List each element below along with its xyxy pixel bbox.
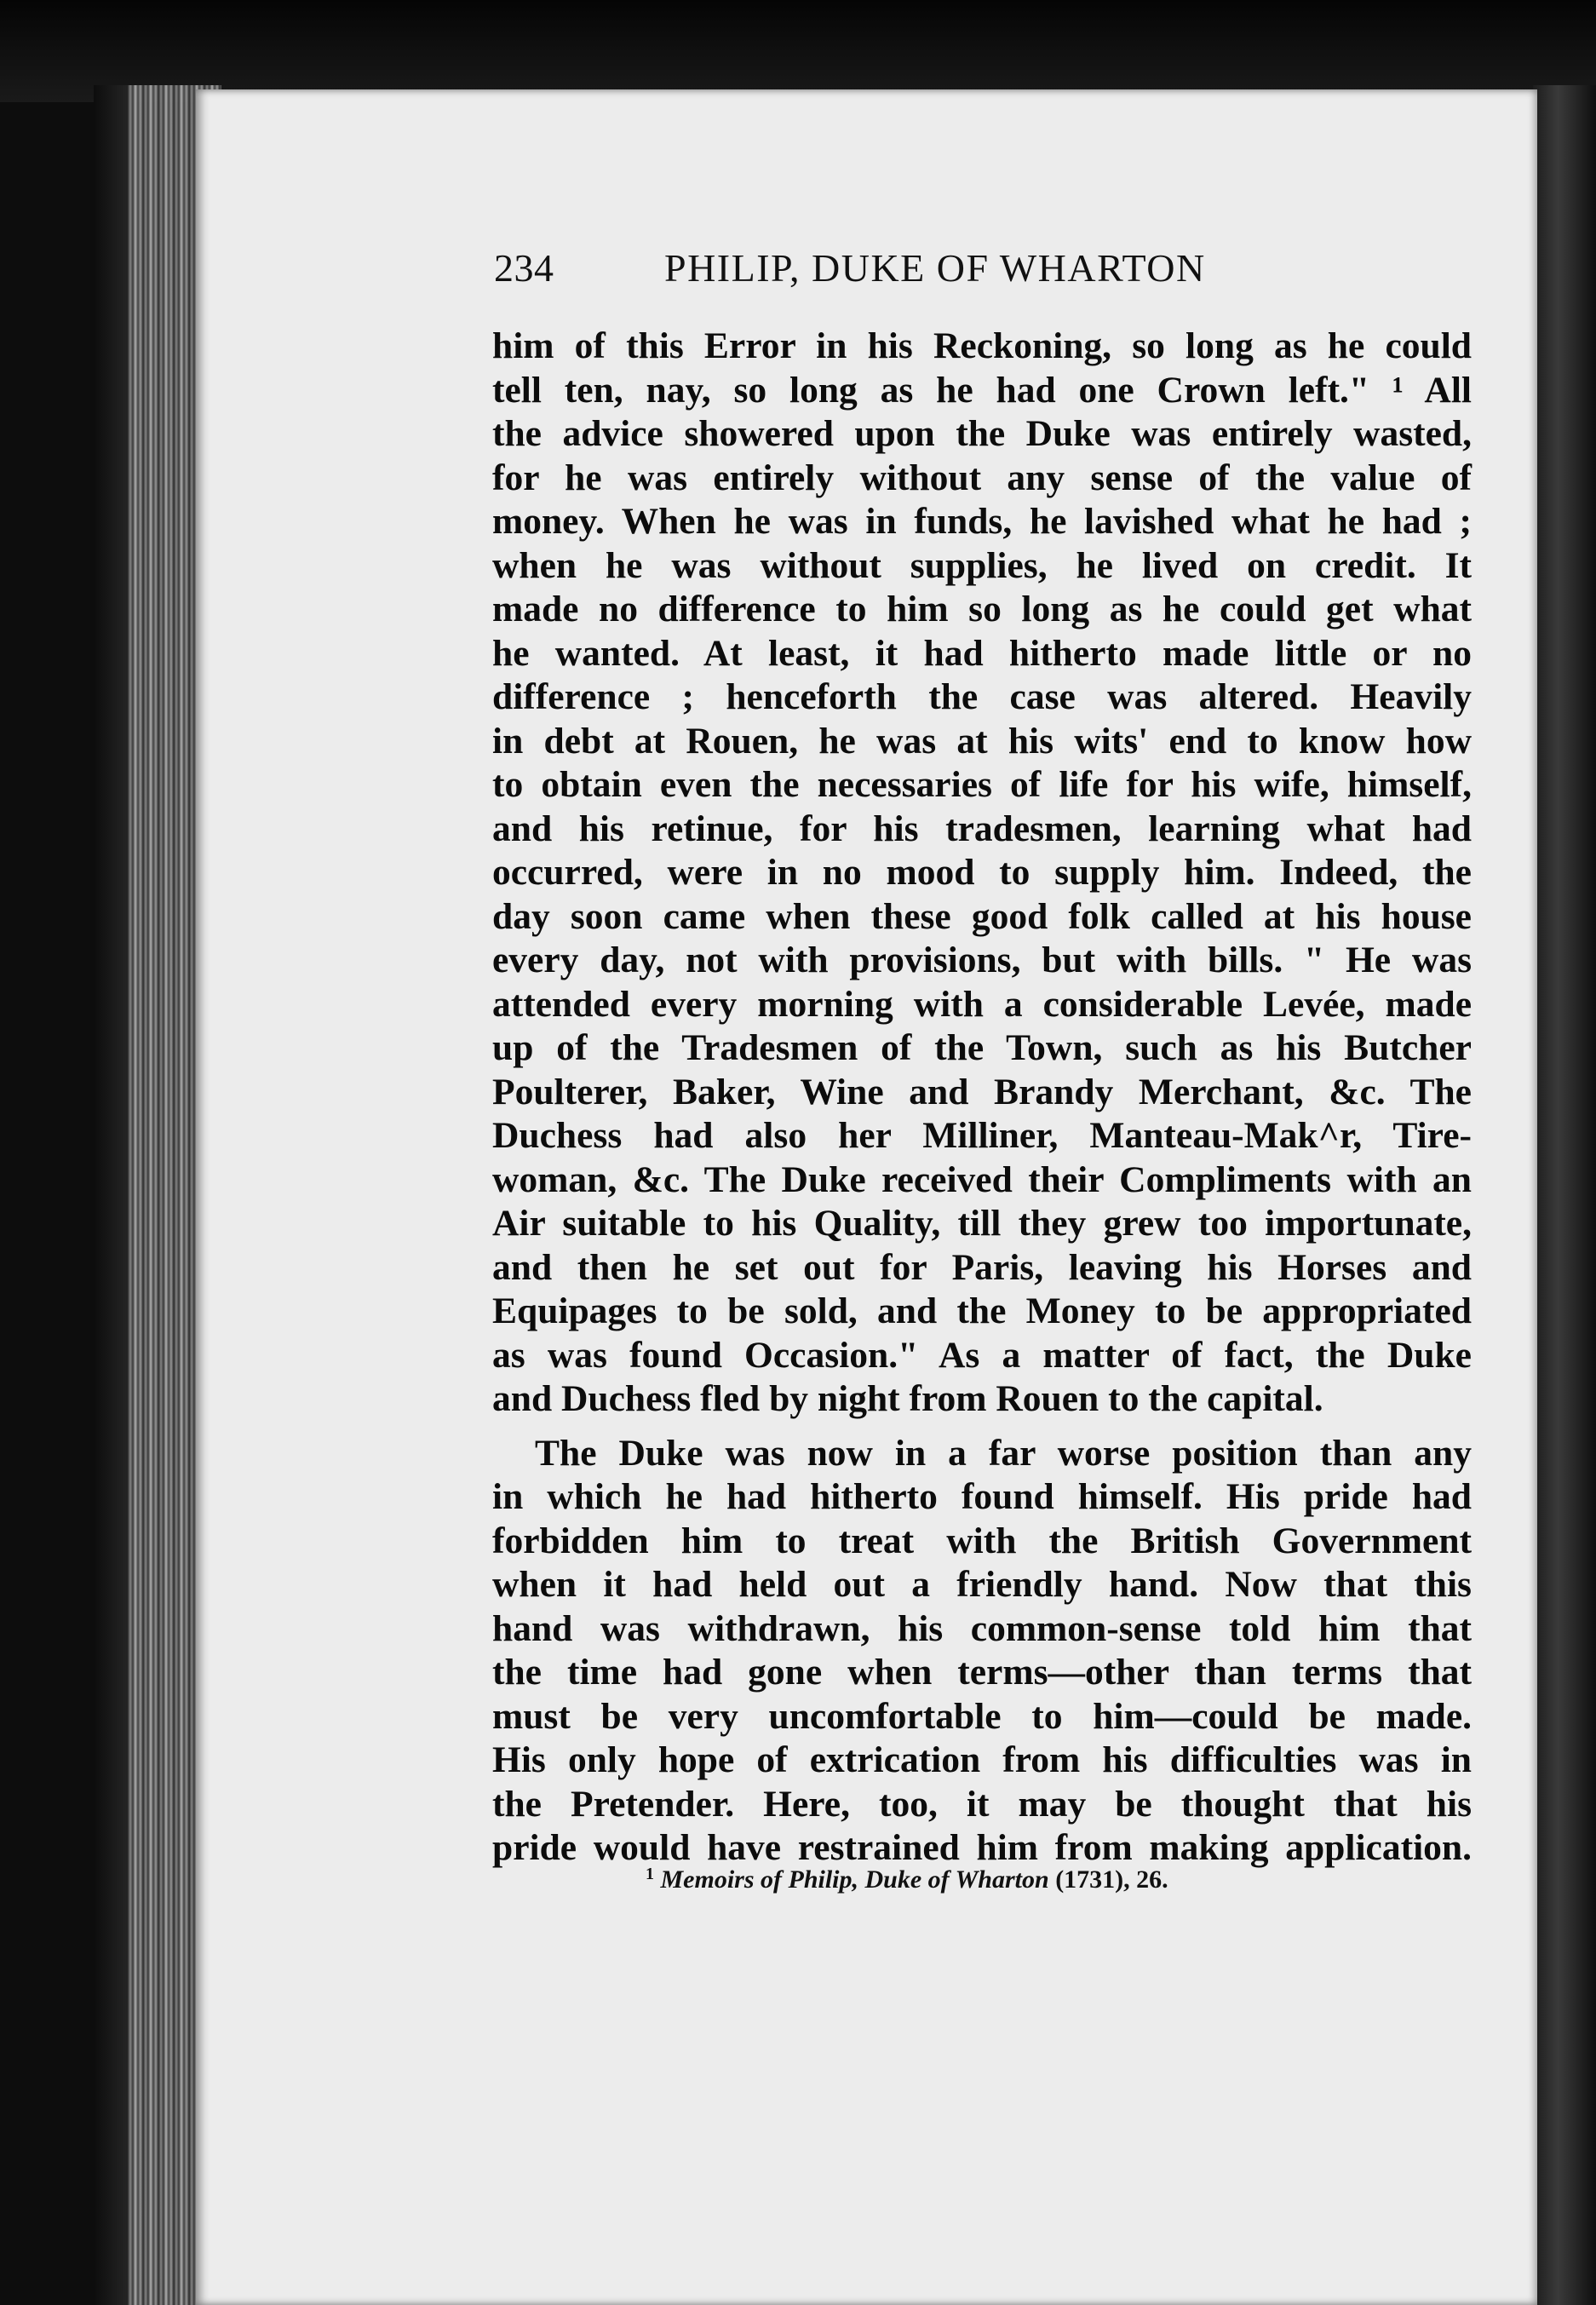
text-line: up of the Tradesmen of the Town, such as his Butcher — [492, 1027, 1472, 1068]
text-line: the time had gone when terms—other than terms that — [492, 1652, 1472, 1693]
text-line: occurred, were in no mood to supply him. Indeed, the — [492, 852, 1472, 893]
text-line: to obtain even the necessaries of life for his wife, himself, — [492, 764, 1472, 805]
text-line: he wanted. At least, it had hitherto made little or no — [492, 632, 1472, 674]
text-line: when he was without supplies, he lived on credit. It — [492, 544, 1472, 586]
text-line: Poulterer, Baker, Wine and Brandy Merchant, &c. The — [492, 1071, 1472, 1112]
text-line: Duchess had also her Milliner, Manteau-Mak^r, Tire- — [492, 1115, 1472, 1156]
text-line: and then he set out for Paris, leaving his Horses and — [492, 1246, 1472, 1288]
footnote-year: (1731), — [1055, 1865, 1130, 1894]
running-head — [494, 245, 1346, 296]
text-line: the advice showered upon the Duke was entirely wasted, — [492, 413, 1472, 454]
paragraph — [492, 1432, 1472, 1871]
text-line: must be very uncomfortable to him—could be made. — [492, 1695, 1472, 1737]
footnote-page-ref: 26. — [1136, 1865, 1168, 1894]
running-head-title: PHILIP, DUKE OF WHARTON — [664, 246, 1206, 290]
text-line: in debt at Rouen, he was at his wits' end to know how — [492, 720, 1472, 762]
text-line: attended every morning with a considerable Levée, made — [492, 983, 1472, 1025]
text-line: His only hope of extrication from his difficulties was in — [492, 1739, 1472, 1780]
footnote — [646, 1865, 1168, 1894]
text-line: every day, not with provisions, but with bills. " He was — [492, 940, 1472, 980]
scan-border-top — [0, 0, 1596, 102]
footnote-marker: 1 — [646, 1865, 654, 1883]
text-line: hand was withdrawn, his common-sense told him that — [492, 1607, 1472, 1649]
body-text — [492, 325, 1472, 1871]
text-line: day soon came when these good folk called at his house — [492, 895, 1472, 937]
text-line: in which he had hitherto found himself. His pride had — [492, 1476, 1472, 1517]
text-line: made no difference to him so long as he could get what — [492, 589, 1472, 629]
text-line: for he was entirely without any sense of the value of — [492, 457, 1472, 498]
right-page-edge — [1533, 85, 1596, 2305]
text-line: as was found Occasion." As a matter of fact, the Duke — [492, 1334, 1472, 1376]
text-line: and his retinue, for his tradesmen, learning what had — [492, 808, 1472, 849]
text-line: him of this Error in his Reckoning, so long as he could — [492, 325, 1472, 366]
paragraph — [492, 325, 1472, 1422]
text-line: The Duke was now in a far worse position than any — [535, 1432, 1472, 1474]
paragraph-gap — [492, 1422, 1472, 1432]
footnote-title: Memoirs of Philip, Duke of Wharton — [660, 1865, 1049, 1894]
page-number: 234 — [494, 246, 554, 290]
text-line: Equipages to be sold, and the Money to be appropriated — [492, 1290, 1472, 1331]
text-line: difference ; henceforth the case was altered. Heavily — [492, 676, 1472, 717]
text-line: woman, &c. The Duke received their Compliments with an — [492, 1158, 1472, 1200]
text-line: money. When he was in funds, he lavished what he had ; — [492, 501, 1472, 542]
text-line: tell ten, nay, so long as he had one Crown left." ¹ All — [492, 369, 1472, 411]
text-line: Air suitable to his Quality, till they grew too importunate, — [492, 1203, 1472, 1244]
text-line: and Duchess fled by night from Rouen to the capital. — [492, 1378, 1323, 1419]
text-line: forbidden him to treat with the British Government — [492, 1520, 1472, 1561]
text-line: pride would have restrained him from making application. — [492, 1827, 1472, 1868]
text-line: when it had held out a friendly hand. Now that this — [492, 1564, 1472, 1605]
text-line: the Pretender. Here, too, it may be thought that his — [492, 1783, 1472, 1825]
